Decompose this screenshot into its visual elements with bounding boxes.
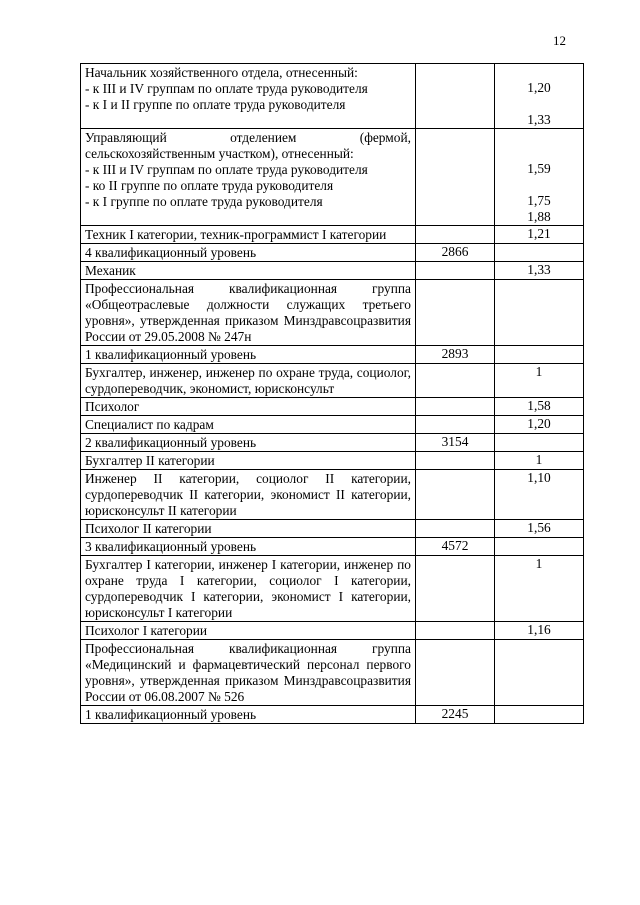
coefficient-cell: 1	[495, 364, 584, 398]
coefficient-cell: 1	[495, 452, 584, 470]
coefficient-cell: 1,56	[495, 520, 584, 538]
coefficient-cell	[495, 244, 584, 262]
table-body	[81, 64, 584, 724]
base-salary-cell	[416, 640, 495, 706]
position-cell	[81, 452, 416, 470]
position-text: Профессиональная квалификационная группа «Медицинский и фармацевтический персонал первого уровня», утвержденная приказом Минздравсоцразвития России от 06.08.2007 № 526	[85, 641, 411, 704]
table-row	[81, 64, 584, 129]
table-row	[81, 538, 584, 556]
position-text: Бухгалтер I категории, инженер I категории, инженер по охране труда I категории, социолог I категории, сурдопереводчик I категории, экономист I категории, юрисконсульт I категории	[85, 557, 411, 620]
coefficient-cell	[495, 706, 584, 724]
position-cell	[81, 434, 416, 452]
table-row	[81, 226, 584, 244]
position-cell	[81, 640, 416, 706]
position-text: Управляющий отделением (фермой, сельскохозяйственным участком), отнесенный:	[85, 130, 411, 161]
position-cell	[81, 280, 416, 346]
table-row	[81, 262, 584, 280]
position-text: Техник I категории, техник-программист I категории	[85, 227, 387, 242]
coefficient-cell: 1,58	[495, 398, 584, 416]
table-row	[81, 640, 584, 706]
position-cell	[81, 398, 416, 416]
table-row	[81, 244, 584, 262]
table-row	[81, 706, 584, 724]
position-cell	[81, 262, 416, 280]
position-text: 1 квалификационный уровень	[85, 347, 257, 362]
position-text: 3 квалификационный уровень	[85, 539, 257, 554]
coefficient-cell	[495, 538, 584, 556]
base-salary-cell: 3154	[416, 434, 495, 452]
position-text: 2 квалификационный уровень	[85, 435, 257, 450]
table-row	[81, 129, 584, 226]
position-cell	[81, 416, 416, 434]
position-cell	[81, 346, 416, 364]
position-cell	[81, 226, 416, 244]
base-salary-cell	[416, 226, 495, 244]
coefficient-cell	[495, 640, 584, 706]
coefficient-cell: 1,33	[495, 262, 584, 280]
base-salary-cell	[416, 556, 495, 622]
base-salary-cell	[416, 280, 495, 346]
base-salary-cell	[416, 416, 495, 434]
salary-coefficient-table	[80, 63, 584, 724]
position-text: 4 квалификационный уровень	[85, 245, 257, 260]
table-row	[81, 364, 584, 398]
coefficient-cell: 1,10	[495, 470, 584, 520]
position-text: - к I группе по оплате труда руководителя	[85, 194, 323, 209]
position-cell	[81, 64, 416, 129]
table-row	[81, 470, 584, 520]
coefficient-cell: 1	[495, 556, 584, 622]
position-cell	[81, 520, 416, 538]
base-salary-cell	[416, 452, 495, 470]
position-cell	[81, 622, 416, 640]
position-cell	[81, 706, 416, 724]
position-text: Профессиональная квалификационная группа «Общеотраслевые должности служащих третьего уровня», утвержденная приказом Минздравсоцразвития России от 29.05.2008 № 247н	[85, 281, 411, 344]
table-row	[81, 520, 584, 538]
position-cell	[81, 556, 416, 622]
position-cell	[81, 244, 416, 262]
table-row	[81, 622, 584, 640]
position-cell	[81, 470, 416, 520]
position-text: Бухгалтер II категории	[85, 453, 215, 468]
position-cell	[81, 364, 416, 398]
base-salary-cell	[416, 520, 495, 538]
coefficient-cell: 1,59 1,75 1,88	[495, 129, 584, 226]
table-row	[81, 452, 584, 470]
coefficient-cell: 1,21	[495, 226, 584, 244]
position-text: Бухгалтер, инженер, инженер по охране труда, социолог, сурдопереводчик, экономист, юрисконсульт	[85, 365, 411, 396]
table-row	[81, 398, 584, 416]
coefficient-cell	[495, 280, 584, 346]
position-text: - ко II группе по оплате труда руководителя	[85, 178, 334, 193]
coefficient-cell	[495, 434, 584, 452]
base-salary-cell	[416, 470, 495, 520]
page-number: 12	[553, 33, 566, 48]
position-cell	[81, 538, 416, 556]
coefficient-cell: 1,16	[495, 622, 584, 640]
base-salary-cell: 4572	[416, 538, 495, 556]
base-salary-cell: 2245	[416, 706, 495, 724]
position-text: - к III и IV группам по оплате труда руководителя	[85, 162, 368, 177]
position-text: 1 квалификационный уровень	[85, 707, 257, 722]
position-text: - к I и II группе по оплате труда руководителя	[85, 97, 346, 112]
base-salary-cell	[416, 262, 495, 280]
position-text: Психолог I категории	[85, 623, 208, 638]
table-row	[81, 280, 584, 346]
position-text: Психолог II категории	[85, 521, 212, 536]
base-salary-cell	[416, 364, 495, 398]
coefficient-cell: 1,20 1,33	[495, 64, 584, 129]
base-salary-cell	[416, 64, 495, 129]
base-salary-cell	[416, 129, 495, 226]
base-salary-cell	[416, 622, 495, 640]
coefficient-cell: 1,20	[495, 416, 584, 434]
position-text: Механик	[85, 263, 136, 278]
position-text: Начальник хозяйственного отдела, отнесенный:	[85, 65, 358, 80]
table-row	[81, 434, 584, 452]
base-salary-cell	[416, 398, 495, 416]
coefficient-cell	[495, 346, 584, 364]
table-row	[81, 416, 584, 434]
position-text: Специалист по кадрам	[85, 417, 214, 432]
position-text: - к III и IV группам по оплате труда руководителя	[85, 81, 368, 96]
base-salary-cell: 2893	[416, 346, 495, 364]
base-salary-cell: 2866	[416, 244, 495, 262]
position-text: Инженер II категории, социолог II категории, сурдопереводчик II категории, экономист II категории, юрисконсульт II категории	[85, 471, 411, 518]
position-cell	[81, 129, 416, 226]
table-row	[81, 556, 584, 622]
position-text: Психолог	[85, 399, 140, 414]
table-row	[81, 346, 584, 364]
